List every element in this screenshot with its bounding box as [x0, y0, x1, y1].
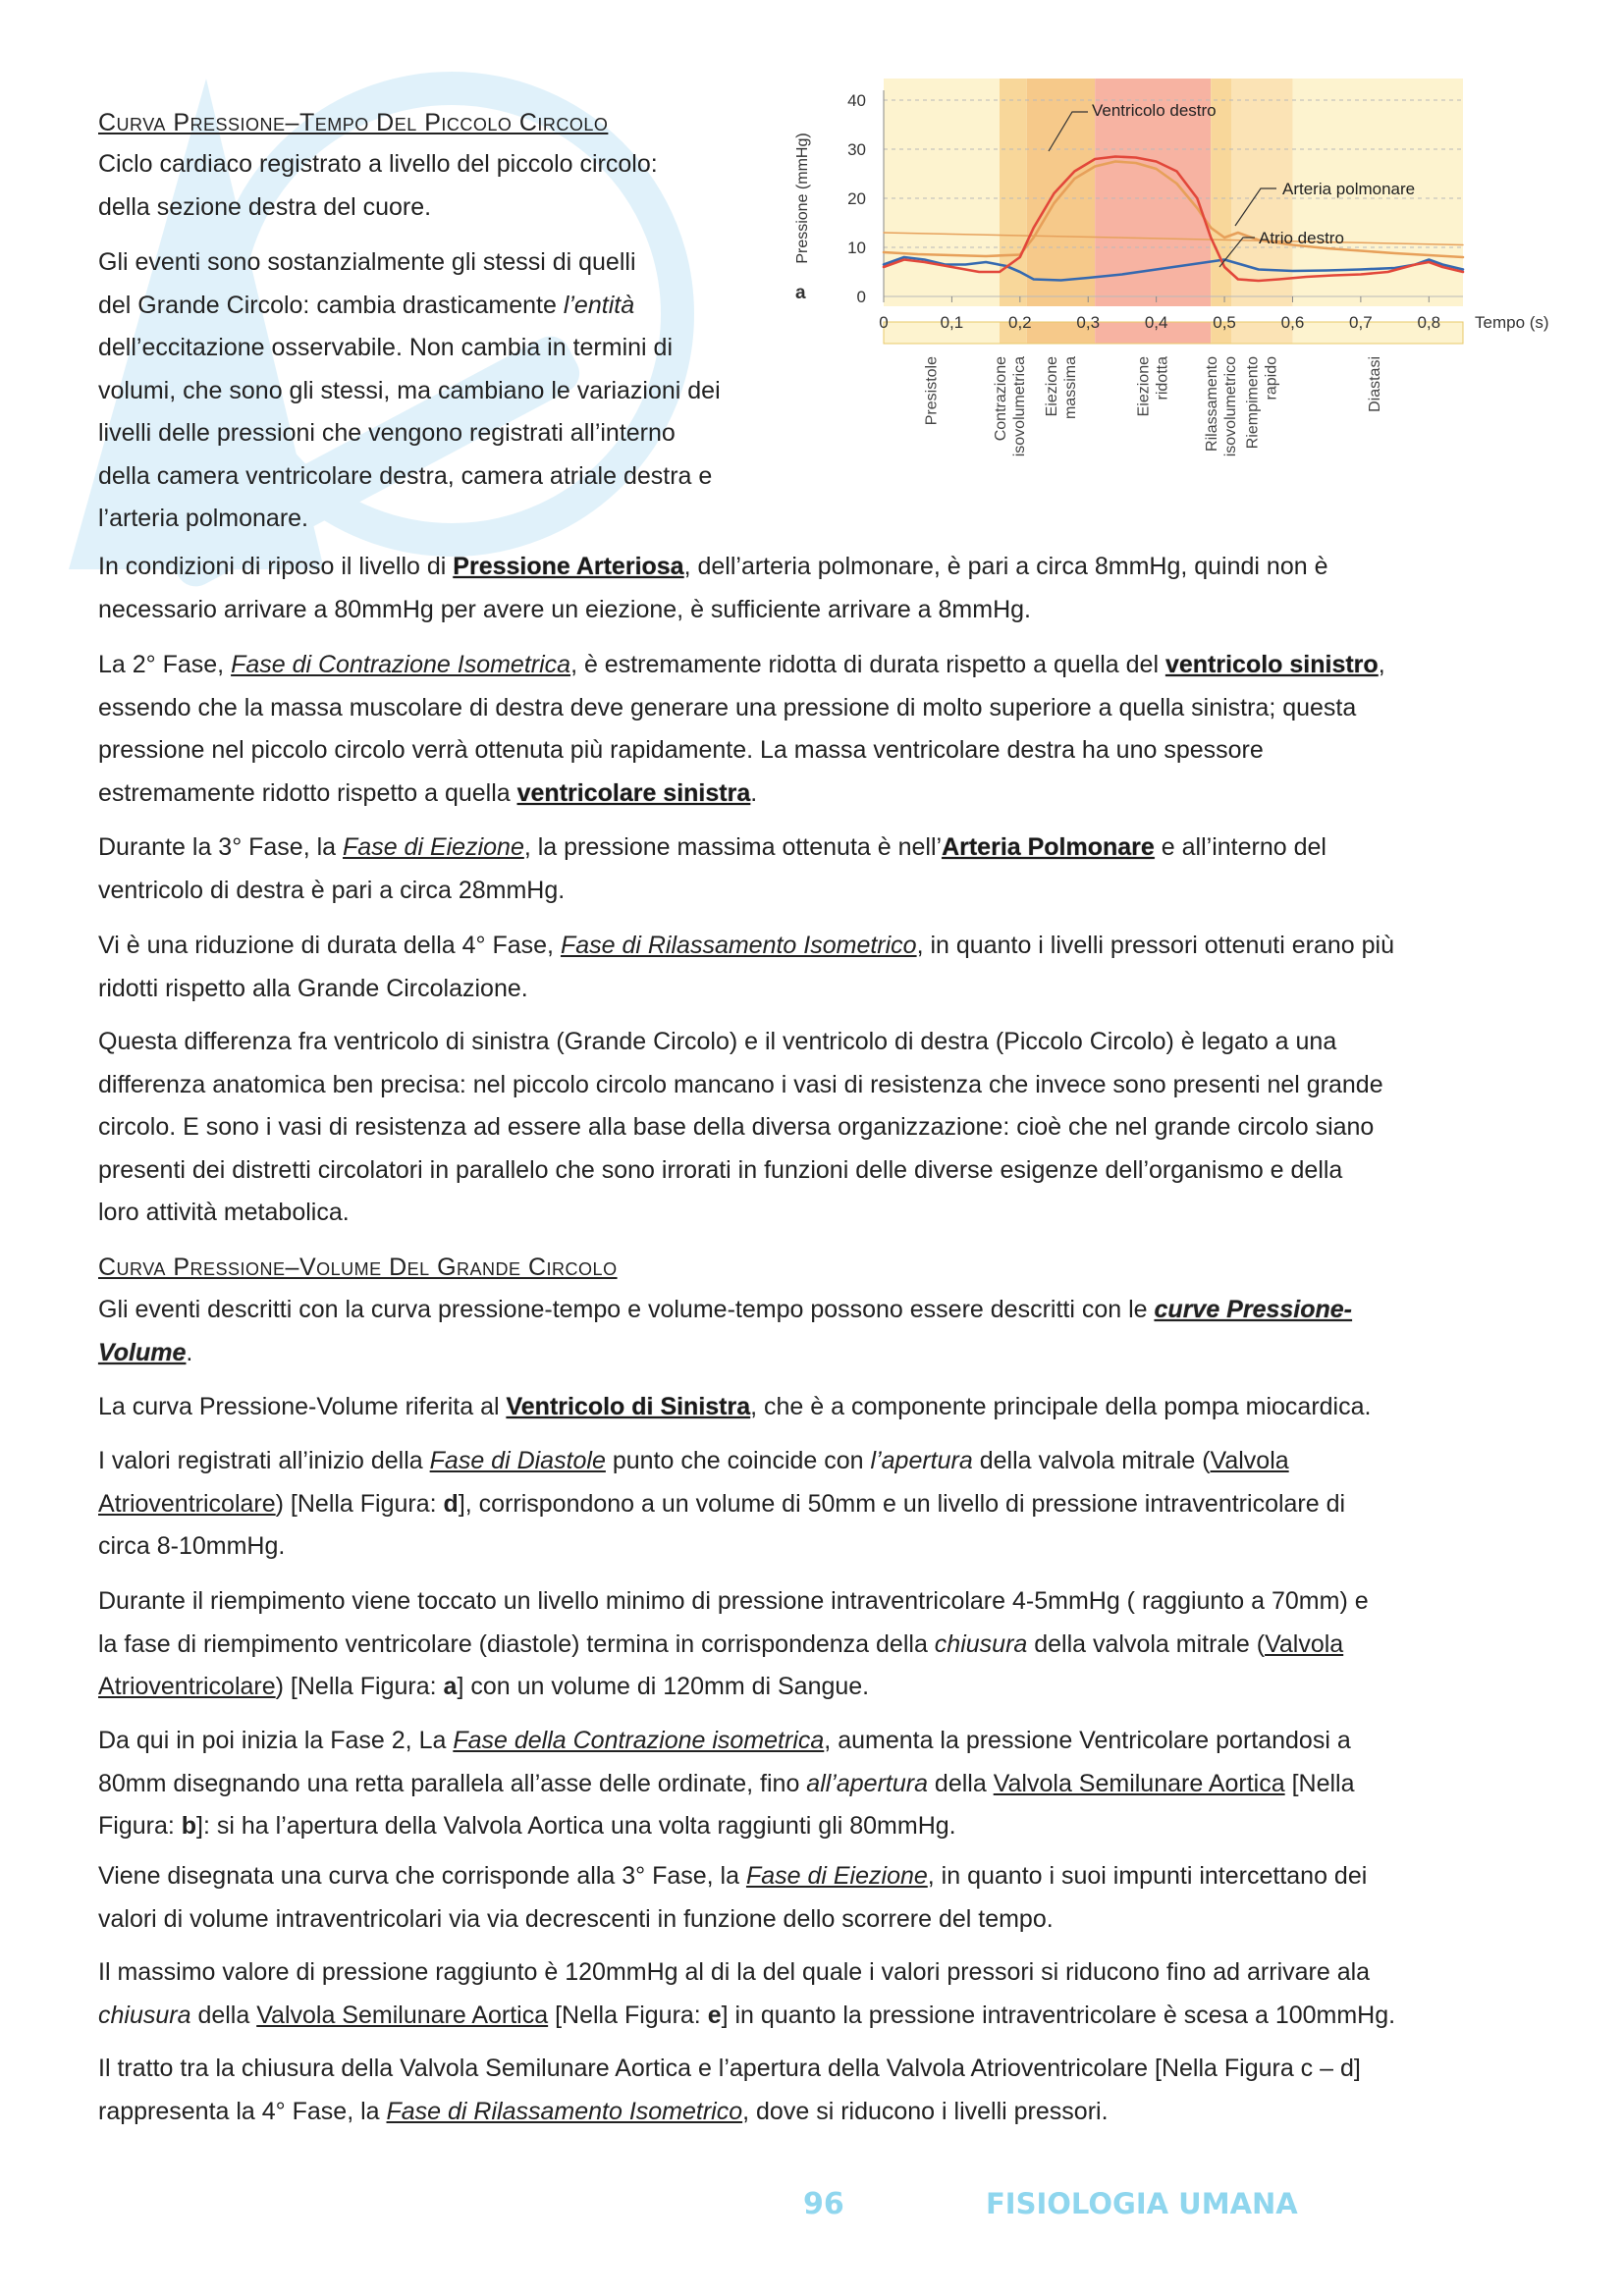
- valve-term: Valvola: [1210, 1447, 1289, 1474]
- text-line: necessario arrivare a 80mmHg per avere un eiezione, è sufficiente arrivare a 8mmHg.: [98, 595, 1031, 623]
- pressure-time-chart: [776, 79, 1561, 540]
- figure-letter: b: [181, 1812, 197, 1840]
- phase-label: Contrazione: [992, 356, 1009, 442]
- text-line: essendo che la massa muscolare di destra deve generare una pressione di molto superiore a quella sinistra; questa: [98, 693, 1357, 721]
- text-span: Vi è una riduzione di durata della 4° Fase,: [98, 932, 561, 959]
- highlight-term: curve Pressione-: [1154, 1296, 1353, 1323]
- x-tick-label: 0,3: [1076, 313, 1101, 332]
- text-line: [98, 827, 1532, 870]
- text-span: ] con un volume di 120mm di Sangue.: [457, 1673, 870, 1700]
- phase-labels: [924, 356, 1383, 456]
- text-span: del Grande Circolo: cambia drasticamente: [98, 291, 564, 319]
- text-line: [98, 1805, 1532, 1848]
- text-line: Durante il riempimento viene toccato un livello minimo di pressione intraventricolare 4-5mmHg ( raggiunto a 70mm) e: [98, 1587, 1369, 1615]
- phase-label: Rilassamento: [1204, 356, 1221, 452]
- paragraph-fase-2: [98, 644, 1532, 815]
- text-line: [98, 1440, 1532, 1483]
- section-heading-piccolo-circolo: Curva Pressione–Tempo Del Piccolo Circolo: [98, 109, 609, 136]
- annotation-label: Ventricolo destro: [1092, 101, 1217, 120]
- x-tick-label: 0,5: [1213, 313, 1236, 332]
- paragraph-fase-4-rilassamento: [98, 2048, 1532, 2133]
- text-span: , che è a componente principale della pompa miocardica.: [750, 1393, 1372, 1420]
- footer-title: FISIOLOGIA UMANA: [986, 2187, 1298, 2220]
- x-tick-label: 0,6: [1280, 313, 1305, 332]
- valve-term: Valvola Semilunare Aortica: [993, 1769, 1285, 1797]
- text-line: [98, 1289, 1532, 1332]
- highlight-term: ventricolo sinistro: [1164, 651, 1379, 678]
- phase-term: Fase di Diastole: [429, 1447, 606, 1474]
- text-line: valori di volume intraventricolari via via decrescenti in funzione dello scorrere del tempo.: [98, 1904, 1054, 1933]
- x-tick-label: 0,8: [1417, 313, 1441, 332]
- text-line: [98, 1995, 1532, 2038]
- paragraph-fase-4: [98, 925, 1532, 1010]
- text-span: ]: si ha l’apertura della Valvola Aortica una volta raggiunti gli 80mmHg.: [196, 1812, 956, 1840]
- text-line: Il massimo valore di pressione raggiunto è 120mmHg al di la del quale i valori pressori si riducono fino ad arrivare ala: [98, 1958, 1371, 1986]
- highlight-term: ventricolare sinistra: [516, 778, 751, 807]
- valve-term: Valvola Semilunare Aortica: [256, 2001, 549, 2029]
- x-tick-label: 0,4: [1144, 313, 1168, 332]
- annotation-label: Atrio destro: [1259, 229, 1344, 247]
- text-span: della valvola mitrale (: [972, 1447, 1211, 1474]
- paragraph-curve-pv: [98, 1289, 1532, 1374]
- y-tick-label: 10: [847, 239, 866, 257]
- phase-label: massima: [1061, 356, 1079, 420]
- text-span: ) [Nella Figura:: [275, 1489, 444, 1518]
- text-line: livelli delle pressioni che vengono registrati all’interno: [98, 419, 676, 447]
- paragraph-diastole: [98, 1440, 1532, 1569]
- paragraph-pressione-arteriosa: [98, 546, 1532, 631]
- text-line: pressione nel piccolo circolo verrà ottenuta più rapidamente. La massa ventricolare destra ha uno spessore: [98, 736, 1264, 764]
- text-line: volumi, che sono gli stessi, ma cambiano le variazioni dei: [98, 376, 721, 404]
- text-span: In condizioni di riposo il livello di: [98, 553, 454, 580]
- text-span: 80mm disegnando una retta parallela all’asse delle ordinate, fino: [98, 1769, 807, 1797]
- text-span: , la pressione massima ottenuta è nell’: [523, 833, 943, 861]
- section-heading-grande-circolo: Curva Pressione–Volume Del Grande Circolo: [98, 1254, 618, 1281]
- phase-label: rapido: [1263, 356, 1280, 400]
- text-italic: chiusura: [98, 2001, 191, 2029]
- text-line: ventricolo di destra è pari a circa 28mmHg.: [98, 876, 566, 904]
- phase-term: Fase di Contrazione Isometrica: [231, 651, 571, 678]
- valve-term: Valvola: [1265, 1629, 1344, 1658]
- text-span: della: [190, 2001, 257, 2029]
- figure-letter: e: [707, 2001, 722, 2029]
- phase-term: Fase di Eiezione: [343, 833, 524, 861]
- intro-line-2: della sezione destra del cuore.: [98, 192, 432, 221]
- x-axis-label: Tempo (s): [1475, 313, 1549, 332]
- text-span: , dell’arteria polmonare, è pari a circa 8mmHg, quindi non è: [683, 553, 1328, 580]
- text-span: ) [Nella Figura:: [275, 1673, 444, 1700]
- paragraph-fase-3-eiezione: [98, 1855, 1532, 1941]
- text-span: La 2° Fase,: [98, 651, 232, 678]
- text-line: circa 8-10mmHg.: [98, 1532, 286, 1560]
- text-line: Questa differenza fra ventricolo di sinistra (Grande Circolo) e il ventricolo di destra (Piccolo Circolo) è legato a una: [98, 1028, 1337, 1055]
- text-line: dell’eccitazione osservabile. Non cambia in termini di: [98, 334, 673, 361]
- text-span: della: [927, 1769, 994, 1797]
- phase-term: Fase della Contrazione isometrica: [453, 1727, 825, 1754]
- text-span: , in quanto i livelli pressori ottenuti erano più: [916, 932, 1394, 959]
- paragraph-eventi: [98, 241, 785, 541]
- valve-term: Atrioventricolare: [98, 1489, 276, 1518]
- text-line: loro attività metabolica.: [98, 1199, 350, 1226]
- annotation-label: Arteria polmonare: [1282, 180, 1416, 198]
- intro-paragraph: [98, 143, 766, 229]
- text-span: rappresenta la 4° Fase, la: [98, 2097, 387, 2125]
- highlight-term: Pressione Arteriosa: [453, 553, 684, 580]
- phase-term: Fase di Rilassamento Isometrico: [386, 2097, 743, 2125]
- text-span: , in quanto i suoi impunti intercettano dei: [927, 1862, 1368, 1890]
- paragraph-differenza: [98, 1021, 1532, 1235]
- text-span: ,: [1378, 651, 1385, 678]
- paragraph-riempimento: [98, 1580, 1532, 1709]
- text-line: [98, 1483, 1532, 1526]
- phase-label: Riempimento: [1244, 356, 1262, 450]
- y-tick-label: 30: [847, 140, 866, 159]
- text-span: e all’interno del: [1154, 833, 1326, 861]
- text-span: Viene disegnata una curva che corrisponde alla 3° Fase, la: [98, 1862, 746, 1890]
- x-tick-label: 0: [879, 313, 889, 332]
- text-line: Il tratto tra la chiusura della Valvola Semilunare Aortica e l’apertura della Valvola Atrioventricolare [Nella Figura c – d]: [98, 2055, 1361, 2082]
- text-line: [98, 925, 1532, 968]
- text-line: [98, 1624, 1532, 1667]
- highlight-term: Ventricolo di Sinistra: [506, 1393, 751, 1420]
- text-span: I valori registrati all’inizio della: [98, 1447, 430, 1474]
- text-line: della camera ventricolare destra, camera atriale destra e: [98, 461, 713, 490]
- text-span: ] in quanto la pressione intraventricolare è scesa a 100mmHg.: [721, 2001, 1396, 2029]
- x-tick-label: 0,1: [940, 313, 964, 332]
- text-span: .: [750, 778, 758, 807]
- paragraph-ventricolo-sinistra: [98, 1386, 1532, 1429]
- text-span: La curva Pressione-Volume riferita al: [98, 1393, 507, 1420]
- text-line: circolo. E sono i vasi di resistenza ad essere alla base della diversa organizzazione: cioè che nel grande circolo siano: [98, 1113, 1375, 1141]
- intro-line-1: Ciclo cardiaco registrato a livello del piccolo circolo:: [98, 150, 658, 178]
- panel-label: a: [795, 283, 806, 303]
- phase-label: Eiezione: [1043, 356, 1060, 417]
- y-axis-label: Pressione (mmHg): [794, 133, 811, 264]
- phase-label: Presistole: [923, 356, 941, 426]
- text-span: .: [186, 1338, 193, 1366]
- text-italic: chiusura: [934, 1629, 1028, 1658]
- text-span: , aumenta la pressione Ventricolare portandosi a: [824, 1727, 1351, 1754]
- text-line: Gli eventi sono sostanzialmente gli stessi di quelli: [98, 248, 636, 276]
- text-line: ridotti rispetto alla Grande Circolazione.: [98, 974, 528, 1002]
- text-line: [98, 285, 785, 328]
- phase-label: isovolumetrico: [1222, 356, 1240, 457]
- phase-label: isovolumetrica: [1010, 356, 1028, 457]
- text-line: [98, 1720, 1532, 1763]
- text-italic: l’entità: [563, 291, 635, 319]
- text-span: [Nella: [1284, 1769, 1355, 1797]
- y-tick-label: 20: [847, 189, 866, 208]
- text-line: [98, 546, 1532, 589]
- paragraph-massimo-valore: [98, 1951, 1532, 2037]
- text-span: estremamente ridotto rispetto a quella: [98, 778, 517, 807]
- text-line: [98, 2091, 1532, 2134]
- x-tick-label: 0,2: [1008, 313, 1032, 332]
- phase-label: Diastasi: [1366, 356, 1383, 412]
- phase-label: Eiezione: [1135, 356, 1153, 417]
- text-span: Durante la 3° Fase, la: [98, 833, 344, 861]
- text-line: presenti dei distretti circolatori in parallelo che sono irrorati in funzioni delle diverse esigenze dell’organismo e della: [98, 1155, 1343, 1184]
- highlight-term: Arteria Polmonare: [942, 833, 1155, 861]
- text-line: [98, 1332, 1532, 1375]
- y-tick-label: 0: [856, 288, 866, 306]
- text-italic: l’apertura: [870, 1447, 973, 1474]
- text-span: la fase di riempimento ventricolare (diastole) termina in corrispondenza della: [98, 1629, 935, 1658]
- text-span: Gli eventi descritti con la curva pressione-tempo e volume-tempo possono essere descritti con le: [98, 1296, 1155, 1323]
- paragraph-fase-3: [98, 827, 1532, 912]
- text-line: l’arteria polmonare.: [98, 505, 308, 532]
- figure-letter: a: [443, 1673, 458, 1700]
- text-line: [98, 644, 1532, 687]
- text-span: Da qui in poi inizia la Fase 2, La: [98, 1727, 454, 1754]
- text-line: [98, 1763, 1532, 1806]
- phase-bands-bottom: [884, 322, 1463, 344]
- text-span: , dove si riducono i livelli pressori.: [742, 2097, 1109, 2125]
- phase-term: Fase di Eiezione: [745, 1862, 928, 1890]
- text-line: [98, 773, 1532, 816]
- text-span: punto che coincide con: [605, 1447, 871, 1474]
- y-tick-label: 40: [847, 91, 866, 110]
- phase-label: ridotta: [1154, 356, 1171, 400]
- x-tick-label: 0,7: [1349, 313, 1373, 332]
- text-line: [98, 1666, 1532, 1709]
- text-line: [98, 1386, 1532, 1429]
- text-span: , è estremamente ridotta di durata rispetto a quella del: [570, 651, 1165, 678]
- text-span: della valvola mitrale (: [1027, 1629, 1266, 1658]
- phase-term: Fase di Rilassamento Isometrico: [560, 932, 917, 959]
- text-line: differenza anatomica ben precisa: nel piccolo circolo mancano i vasi di resistenza che invece sono presenti nel grande: [98, 1070, 1383, 1098]
- paragraph-fase-2-contrazione: [98, 1720, 1532, 1848]
- text-line: [98, 1855, 1532, 1898]
- text-span: [Nella Figura:: [548, 2001, 708, 2029]
- text-span: Figura:: [98, 1812, 182, 1840]
- valve-term: Atrioventricolare: [98, 1673, 276, 1700]
- figure-letter: d: [443, 1489, 459, 1518]
- text-italic: all’apertura: [806, 1769, 928, 1797]
- page-number: 96: [803, 2187, 844, 2221]
- text-span: ], corrispondono a un volume di 50mm e un livello di pressione intraventricolare di: [458, 1489, 1346, 1518]
- highlight-term: Volume: [98, 1338, 187, 1366]
